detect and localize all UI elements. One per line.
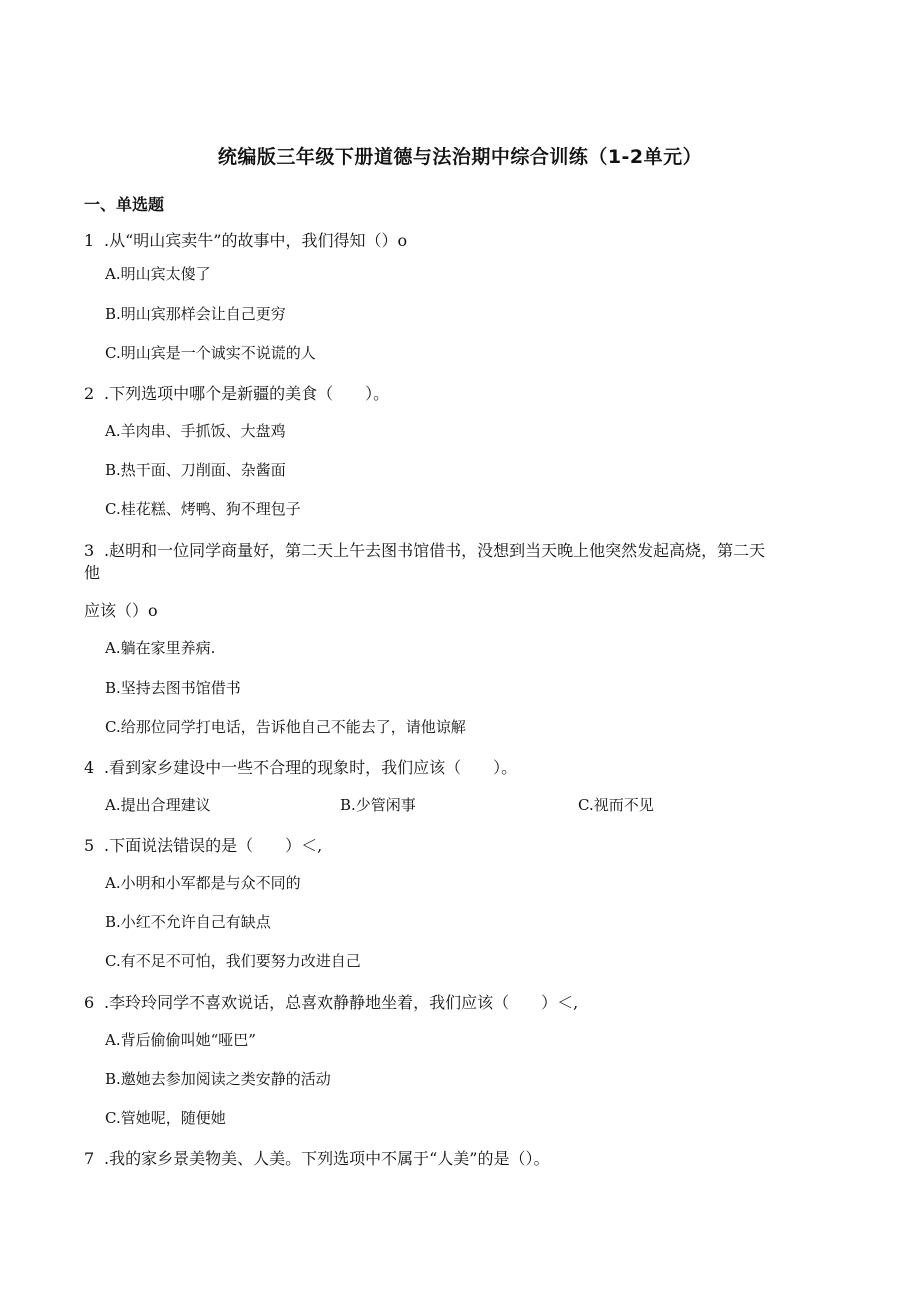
question-text: .李玲玲同学不喜欢说话，总喜欢静静地坐着，我们应该（ ）＜, (104, 993, 579, 1012)
question-4-option-b: B.少管闲事 (340, 796, 416, 814)
question-6-option-b: B.邀她去参加阅读之类安静的活动 (105, 1070, 331, 1088)
question-3 (84, 538, 765, 561)
question-number: 3 (84, 541, 95, 560)
question-4-option-c: C.视而不见 (578, 796, 654, 814)
question-5-option-b: B.小红不允许自己有缺点 (105, 913, 271, 931)
question-number: 6 (84, 993, 95, 1012)
question-text: .下面说法错误的是（ ）＜, (104, 836, 323, 855)
question-2-option-a: A.羊肉串、手抓饭、大盘鸡 (105, 422, 286, 440)
question-number: 5 (84, 836, 95, 855)
question-2-option-b: B.热干面、刀削面、杂酱面 (105, 461, 286, 479)
question-7 (84, 1146, 549, 1169)
question-6 (84, 990, 578, 1013)
question-2-option-c: C.桂花糕、烤鸭、狗不理包子 (105, 500, 301, 518)
question-3-option-a: A.躺在家里养病. (105, 639, 216, 657)
page-title: 统编版三年级下册道德与法治期中综合训练（1-2单元） (217, 146, 703, 168)
question-1-option-b: B.明山宾那样会让自己更穷 (105, 305, 286, 323)
question-text: .我的家乡景美物美、人美。下列选项中不属于“人美”的是（）。 (104, 1149, 550, 1168)
question-3-continuation: 他 (84, 563, 101, 582)
question-text: .下列选项中哪个是新疆的美食（ ）。 (104, 384, 390, 403)
question-4-option-a: A.提出合理建议 (105, 796, 211, 814)
question-2 (84, 381, 389, 404)
question-6-option-c: C.管她呢，随便她 (105, 1109, 226, 1127)
question-5-option-a: A.小明和小军都是与众不同的 (105, 874, 301, 892)
question-number: 2 (84, 384, 95, 403)
question-5 (84, 833, 322, 856)
question-number: 7 (84, 1149, 95, 1168)
question-1 (84, 228, 407, 251)
question-4 (84, 755, 517, 778)
question-number: 1 (84, 231, 95, 250)
question-3-continuation-2: 应该（）o (84, 601, 158, 620)
section-heading: 一、单选题 (84, 195, 165, 214)
question-6-option-a: A.背后偷偷叫她“哑巴” (105, 1031, 256, 1049)
question-3-option-c: C.给那位同学打电话，告诉他自己不能去了，请他谅解 (105, 718, 466, 736)
question-5-option-c: C.有不足不可怕，我们要努力改进自己 (105, 952, 361, 970)
question-3-option-b: B.坚持去图书馆借书 (105, 679, 241, 697)
question-number: 4 (84, 758, 95, 777)
question-text: .从“明山宾卖牛”的故事中，我们得知（）o (104, 231, 408, 250)
question-text: .看到家乡建设中一些不合理的现象时，我们应该（ ）。 (104, 758, 518, 777)
question-1-option-a: A.明山宾太傻了 (105, 265, 211, 283)
question-1-option-c: C.明山宾是一个诚实不说谎的人 (105, 344, 316, 362)
question-text: .赵明和一位同学商量好，第二天上午去图书馆借书，没想到当天晚上他突然发起高烧，第二天 (104, 541, 766, 560)
